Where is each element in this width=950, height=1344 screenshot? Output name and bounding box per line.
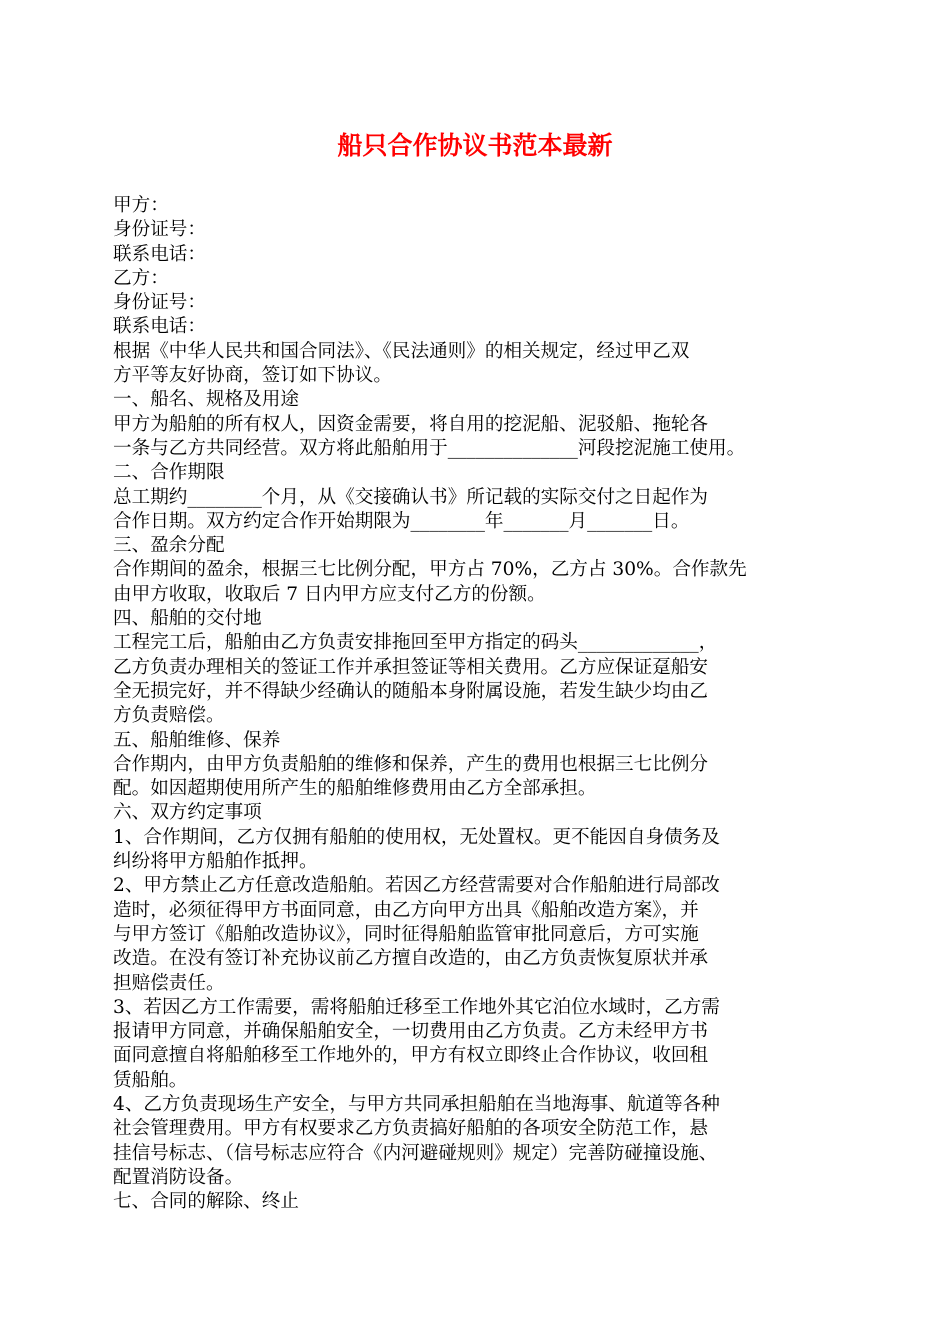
text-line: 配置消防设备。 <box>113 1166 244 1188</box>
document-title: 船只合作协议书范本最新 <box>337 131 613 160</box>
text-line: 由甲方收取，收取后 7 日内甲方应支付乙方的份额。 <box>113 583 546 605</box>
text-line: 甲方： <box>113 195 169 216</box>
text-line: 七、合同的解除、终止 <box>113 1191 299 1213</box>
text-line: 4、乙方负责现场生产安全，与甲方共同承担船舶在当地海事、航道等各种 <box>113 1093 720 1115</box>
text-line: 合作期内，由甲方负责船舶的维修和保养，产生的费用也根据三七比例分 <box>113 753 709 775</box>
text-line: 总工期约________个月，从《交接确认书》所记载的实际交付之日起作为 <box>113 486 709 508</box>
text-line: 配。如因超期使用所产生的船舶维修费用由乙方全部承担。 <box>113 778 597 800</box>
text-line: 合作期间的盈余，根据三七比例分配，甲方占 70%，乙方占 30%。合作款先 <box>113 559 747 581</box>
text-line: 1、合作期间，乙方仅拥有船舶的使用权，无处置权。更不能因自身债务及 <box>113 826 720 848</box>
text-line: 挂信号标志、（信号标志应符合《内河避碰规则》规定）完善防碰撞设施、 <box>113 1142 718 1164</box>
text-line: 报请甲方同意，并确保船舶安全，一切费用由乙方负责。乙方未经甲方书 <box>113 1021 709 1043</box>
text-line: 担赔偿责任。 <box>113 972 225 994</box>
text-line: 四、船舶的交付地 <box>113 608 262 630</box>
text-line: 根据《中华人民共和国合同法》、《民法通则》的相关规定，经过甲乙双 <box>113 340 690 362</box>
text-line: 全无损完好，并不得缺少经确认的随船本身附属设施，若发生缺少均由乙 <box>113 680 709 702</box>
text-line: 身份证号： <box>113 292 206 314</box>
text-line: 一条与乙方共同经营。双方将此船舶用于______________河段挖泥施工使用。 <box>113 437 746 459</box>
text-line: 2、甲方禁止乙方任意改造船舶。若因乙方经营需要对合作船舶进行局部改 <box>113 875 720 897</box>
text-line: 甲方为船舶的所有权人，因资金需要，将自用的挖泥船、泥驳船、拖轮各 <box>113 413 709 435</box>
text-line: 乙方： <box>113 267 169 289</box>
text-line: 合作日期。双方约定合作开始期限为________年_______月_______日。 <box>113 510 690 532</box>
text-line: 方平等友好协商，签订如下协议。 <box>113 365 392 387</box>
text-line: 改造。在没有签订补充协议前乙方擅自改造的，由乙方负责恢复原状并承 <box>113 948 709 970</box>
text-line: 二、合作期限 <box>113 462 225 484</box>
text-line: 联系电话： <box>113 243 206 265</box>
text-line: 纠纷将甲方船舶作抵押。 <box>113 851 318 873</box>
text-line: 联系电话： <box>113 316 206 338</box>
text-line: 造时，必须征得甲方书面同意，由乙方向甲方出具《船舶改造方案》，并 <box>113 899 699 921</box>
text-line: 3、若因乙方工作需要，需将船舶迁移至工作地外其它泊位水域时，乙方需 <box>113 996 720 1018</box>
text-line: 面同意擅自将船舶移至工作地外的，甲方有权立即终止合作协议，收回租 <box>113 1045 709 1067</box>
text-line: 五、船舶维修、保养 <box>113 729 281 751</box>
document-body <box>113 194 873 1214</box>
text-line: 乙方负责办理相关的签证工作并承担签证等相关费用。乙方应保证趸船安 <box>113 656 709 678</box>
text-line: 一、船名、规格及用途 <box>113 389 299 411</box>
text-line: 社会管理费用。甲方有权要求乙方负责搞好船舶的各项安全防范工作，悬 <box>113 1118 709 1140</box>
text-line: 方负责赔偿。 <box>113 705 225 727</box>
text-line: 与甲方签订《船舶改造协议》，同时征得船舶监管审批同意后，方可实施 <box>113 923 699 945</box>
text-line: 身份证号： <box>113 219 206 241</box>
text-line: 六、双方约定事项 <box>113 802 262 824</box>
text-line: 赁船舶。 <box>113 1069 188 1091</box>
text-line: 三、盈余分配 <box>113 535 225 557</box>
text-line: 工程完工后，船舶由乙方负责安排拖回至甲方指定的码头_____________， <box>113 632 718 654</box>
